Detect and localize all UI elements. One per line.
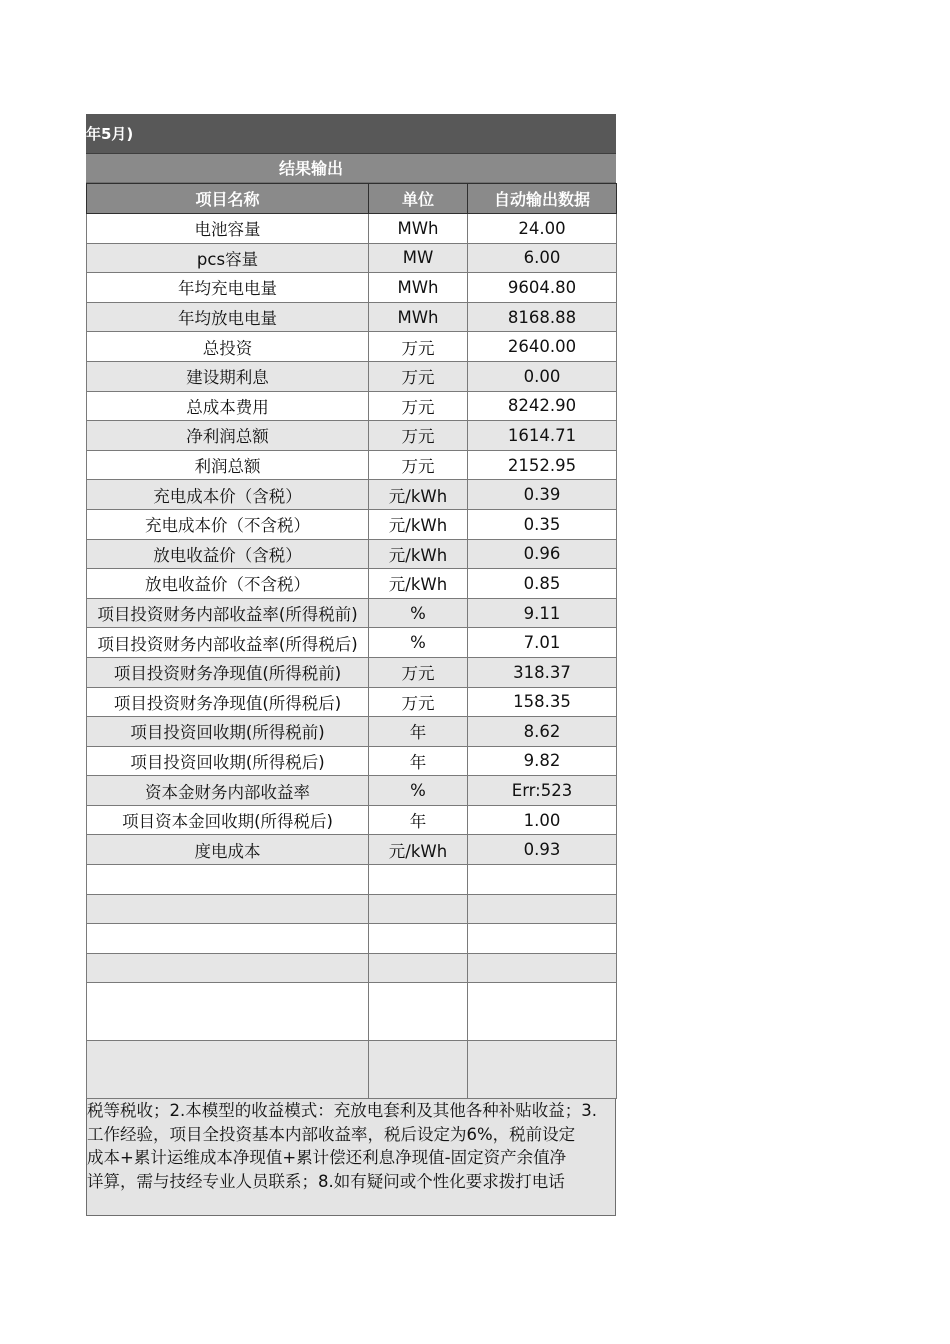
cell-name[interactable]: 放电收益价（含税）	[87, 539, 369, 569]
column-header-value: 自动输出数据	[468, 184, 617, 214]
cell-unit[interactable]: 万元	[369, 391, 468, 421]
cell-name[interactable]: 总成本费用	[87, 391, 369, 421]
note-line: 工作经验，项目全投资基本内部收益率，税后设定为6%，税前设定	[87, 1124, 576, 1144]
empty-row	[87, 1041, 617, 1099]
empty-cell[interactable]	[87, 953, 369, 983]
table-header-row	[87, 184, 617, 214]
table-body	[87, 214, 617, 1099]
section-title: 结果输出	[86, 154, 616, 183]
cell-value[interactable]: 9.11	[468, 598, 617, 628]
empty-row	[87, 924, 617, 954]
cell-unit[interactable]: 元/kWh	[369, 835, 468, 865]
cell-unit[interactable]: %	[369, 628, 468, 658]
empty-cell[interactable]	[369, 894, 468, 924]
empty-cell[interactable]	[468, 894, 617, 924]
cell-unit[interactable]: 元/kWh	[369, 539, 468, 569]
cell-name[interactable]: 充电成本价（含税）	[87, 480, 369, 510]
table-row	[87, 332, 617, 362]
table-row	[87, 391, 617, 421]
cell-value[interactable]: 1614.71	[468, 421, 617, 451]
empty-cell[interactable]	[468, 983, 617, 1041]
table-row	[87, 509, 617, 539]
table-row	[87, 243, 617, 273]
cell-name[interactable]: 净利润总额	[87, 421, 369, 451]
empty-cell[interactable]	[87, 1041, 369, 1099]
cell-unit[interactable]: 年	[369, 746, 468, 776]
cell-value[interactable]: 318.37	[468, 657, 617, 687]
table-row	[87, 421, 617, 451]
cell-unit[interactable]: 万元	[369, 687, 468, 717]
cell-value[interactable]: 2152.95	[468, 450, 617, 480]
note-line: 详算，需与技经专业人员联系；8.如有疑问或个性化要求拨打电话	[87, 1171, 565, 1191]
empty-cell[interactable]	[369, 865, 468, 895]
cell-unit[interactable]: %	[369, 598, 468, 628]
empty-row	[87, 983, 617, 1041]
table-row	[87, 657, 617, 687]
empty-cell[interactable]	[369, 1041, 468, 1099]
cell-unit[interactable]: %	[369, 776, 468, 806]
empty-row	[87, 865, 617, 895]
table-row	[87, 539, 617, 569]
cell-name[interactable]: 建设期利息	[87, 361, 369, 391]
cell-name[interactable]: 年均放电电量	[87, 302, 369, 332]
cell-name[interactable]: 资本金财务内部收益率	[87, 776, 369, 806]
empty-cell[interactable]	[369, 924, 468, 954]
cell-value[interactable]: 0.00	[468, 361, 617, 391]
results-table	[86, 183, 617, 1099]
table-row	[87, 835, 617, 865]
empty-row	[87, 953, 617, 983]
cell-name[interactable]: 项目资本金回收期(所得税后)	[87, 805, 369, 835]
cell-value[interactable]: 0.96	[468, 539, 617, 569]
empty-row	[87, 894, 617, 924]
cell-value[interactable]: 2640.00	[468, 332, 617, 362]
cell-name[interactable]: 项目投资财务净现值(所得税前)	[87, 657, 369, 687]
cell-unit[interactable]: 万元	[369, 657, 468, 687]
empty-cell[interactable]	[369, 983, 468, 1041]
cell-name[interactable]: 度电成本	[87, 835, 369, 865]
cell-value[interactable]: 8.62	[468, 717, 617, 747]
cell-value[interactable]: 158.35	[468, 687, 617, 717]
empty-cell[interactable]	[87, 924, 369, 954]
cell-unit[interactable]: 元/kWh	[369, 480, 468, 510]
empty-cell[interactable]	[468, 865, 617, 895]
cell-name[interactable]: 电池容量	[87, 214, 369, 244]
table-row	[87, 746, 617, 776]
cell-name[interactable]: 年均充电电量	[87, 273, 369, 303]
cell-unit[interactable]: 元/kWh	[369, 509, 468, 539]
cell-unit[interactable]: 年	[369, 717, 468, 747]
cell-name[interactable]: 项目投资回收期(所得税前)	[87, 717, 369, 747]
empty-cell[interactable]	[468, 953, 617, 983]
empty-cell[interactable]	[369, 953, 468, 983]
cell-value[interactable]: 0.39	[468, 480, 617, 510]
cell-value[interactable]: 9.82	[468, 746, 617, 776]
table-row	[87, 361, 617, 391]
table-row	[87, 480, 617, 510]
table-row	[87, 214, 617, 244]
cell-unit[interactable]: MWh	[369, 214, 468, 244]
cell-name[interactable]: 项目投资财务内部收益率(所得税前)	[87, 598, 369, 628]
cell-value[interactable]: 6.00	[468, 243, 617, 273]
table-row	[87, 805, 617, 835]
cell-value[interactable]: 0.85	[468, 569, 617, 599]
cell-value[interactable]: 0.93	[468, 835, 617, 865]
cell-unit[interactable]: 万元	[369, 450, 468, 480]
cell-value[interactable]: 9604.80	[468, 273, 617, 303]
cell-name[interactable]: 总投资	[87, 332, 369, 362]
note-line: 税等税收；2.本模型的收益模式：充放电套利及其他各种补贴收益；3.	[87, 1101, 597, 1121]
cell-name[interactable]: 项目投资财务内部收益率(所得税后)	[87, 628, 369, 658]
empty-cell[interactable]	[87, 894, 369, 924]
table-row	[87, 687, 617, 717]
cell-name[interactable]: 放电收益价（不含税）	[87, 569, 369, 599]
table-row	[87, 450, 617, 480]
cell-unit[interactable]: MWh	[369, 273, 468, 303]
column-header-unit: 单位	[369, 184, 468, 214]
cell-unit[interactable]: 万元	[369, 332, 468, 362]
table-row	[87, 569, 617, 599]
cell-name[interactable]: 利润总额	[87, 450, 369, 480]
cell-name[interactable]: pcs容量	[87, 243, 369, 273]
column-header-name: 项目名称	[87, 184, 369, 214]
cell-unit[interactable]: MWh	[369, 302, 468, 332]
notes-block	[86, 1099, 616, 1216]
note-line: 成本+累计运维成本净现值+累计偿还利息净现值-固定资产余值净	[87, 1148, 567, 1168]
cell-unit[interactable]: MW	[369, 243, 468, 273]
cell-name[interactable]: 充电成本价（不含税）	[87, 509, 369, 539]
table-row	[87, 776, 617, 806]
empty-cell[interactable]	[468, 1041, 617, 1099]
empty-cell[interactable]	[87, 865, 369, 895]
spreadsheet	[86, 114, 616, 1216]
cell-value[interactable]: 1.00	[468, 805, 617, 835]
cell-value[interactable]: 8168.88	[468, 302, 617, 332]
cell-unit[interactable]: 万元	[369, 421, 468, 451]
cell-unit[interactable]: 年	[369, 805, 468, 835]
cell-value[interactable]: 8242.90	[468, 391, 617, 421]
cell-unit[interactable]: 元/kWh	[369, 569, 468, 599]
cell-value[interactable]: 7.01	[468, 628, 617, 658]
cell-name[interactable]: 项目投资财务净现值(所得税后)	[87, 687, 369, 717]
cell-value[interactable]: 24.00	[468, 214, 617, 244]
table-row	[87, 273, 617, 303]
cell-unit[interactable]: 万元	[369, 361, 468, 391]
cell-name[interactable]: 项目投资回收期(所得税后)	[87, 746, 369, 776]
empty-cell[interactable]	[468, 924, 617, 954]
sheet-title: 年5月)	[86, 114, 616, 154]
table-row	[87, 717, 617, 747]
table-row	[87, 628, 617, 658]
table-row	[87, 302, 617, 332]
table-row	[87, 598, 617, 628]
cell-value[interactable]: 0.35	[468, 509, 617, 539]
cell-value[interactable]: Err:523	[468, 776, 617, 806]
empty-cell[interactable]	[87, 983, 369, 1041]
